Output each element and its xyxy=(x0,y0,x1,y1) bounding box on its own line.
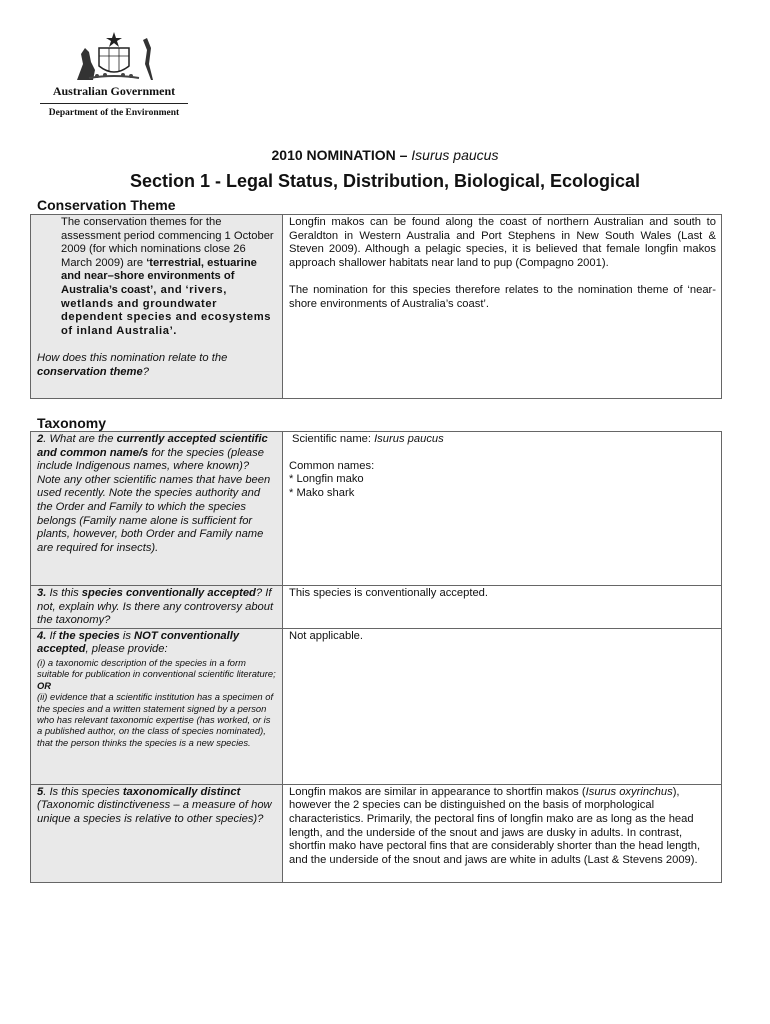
department-name: Department of the Environment xyxy=(48,108,180,118)
conservation-themes-text: The conservation themes for the assessment period commencing 1 October 2009 (for which nominations close 26 March 2009) are ‘terrestrial, estuarine and near–shore environments of Australia’s coast’, and ‘rivers, wetlands and groundwater dependent species and ecosystems of inland Australia’. xyxy=(61,216,274,337)
table-row xyxy=(31,432,722,586)
q4-cell: 4. If the species is NOT conventionally accepted, please provide: (i) a taxonomic description of the species in a form suitable for publication in conventional scientific literature; OR (ii) evidence that a scientific institution has a specimen of the species and a written statement signed by a person who has relevant taxonomic expertise (has worked, or is a published author, on the class of species nominated), that the person thinks the species is a new species. xyxy=(31,628,283,784)
table-row xyxy=(31,215,722,399)
government-name: Australian Government xyxy=(52,84,176,98)
common-name-item: * Longfin mako xyxy=(289,473,364,486)
common-name-item: * Mako shark xyxy=(289,486,355,499)
government-logo xyxy=(34,30,194,118)
nomination-species: Isurus paucus xyxy=(411,147,499,163)
table-row xyxy=(31,784,722,882)
a5-cell: Longfin makos are similar in appearance to shortfin makos (Isurus oxyrinchus), however the 2 species can be distinguished on the basis of morphological characteristics. Primarily, the pectoral fins of longfin mako are as long as the head length, and the underside of the snout and jaws are dusky in adults. In contrast, shortfin mako have pectoral fins that are considerably shorter than the head length, and the underside of the snout and jaws are white in adults (Last & Stevens 2009). xyxy=(283,784,722,882)
conservation-question: How does this nomination relate to the conservation theme? xyxy=(37,352,228,378)
q3-cell: 3. Is this species conventionally accepted? If not, explain why. Is there any controversy about the taxonomy? xyxy=(31,586,283,629)
taxonomy-table xyxy=(30,431,722,883)
q2-cell: 2. What are the currently accepted scientific and common name/s for the species (please include Indigenous names, where known)? Note any other scientific names that have been used recently. Note the species authority and the Order and Family to which the species belongs (Family name alone is sufficient for plants, however, both Order and Family name are required for insects). xyxy=(31,432,283,586)
a4-cell: Not applicable. xyxy=(283,628,722,784)
scientific-name: Scientific name: Isurus paucus xyxy=(292,433,444,445)
table-row xyxy=(31,586,722,629)
q4-option-i: (i) a taxonomic description of the species in a form suitable for publication in conventional scientific literature; OR xyxy=(37,656,276,691)
coat-of-arms-icon xyxy=(69,30,159,82)
conservation-table xyxy=(30,214,722,399)
section-heading: Section 1 - Legal Status, Distribution, Biological, Ecological xyxy=(129,171,641,191)
header-divider xyxy=(40,103,188,104)
table-row xyxy=(31,628,722,784)
conservation-heading: Conservation Theme xyxy=(37,197,176,213)
taxonomy-heading: Taxonomy xyxy=(37,415,106,431)
q5-cell: 5. Is this species taxonomically distinct (Taxonomic distinctiveness – a measure of how unique a species is relative to other species)? xyxy=(31,784,283,882)
conservation-answer-cell xyxy=(283,215,722,399)
q4-option-ii: (ii) evidence that a scientific institution has a specimen of the species and a written statement signed by a person who has relevant taxonomic expertise (has worked, or is a published author, on the class of species nominated), that the person thinks the species is a new species. xyxy=(37,691,274,748)
a2-cell xyxy=(283,432,722,586)
conservation-question-cell xyxy=(31,215,283,399)
common-names-label: Common names: xyxy=(289,459,375,472)
nomination-prefix: 2010 NOMINATION – xyxy=(271,147,408,163)
nomination-title xyxy=(0,147,770,163)
conservation-answer-p1: Longfin makos can be found along the coast of northern Australian and south to Geraldton in Western Australia and Port Stephens in New South Wales (Last & Steven 2009). Although a pelagic species, it is believed that female longfin makos approach shallower habitats near land to pup (Compagno 2001). xyxy=(289,216,716,269)
a3-cell: This species is conventionally accepted. xyxy=(283,586,722,629)
conservation-answer-p2: The nomination for this species therefore relates to the nomination theme of ‘near-shore environments of Australia’s coast’. xyxy=(289,284,716,310)
